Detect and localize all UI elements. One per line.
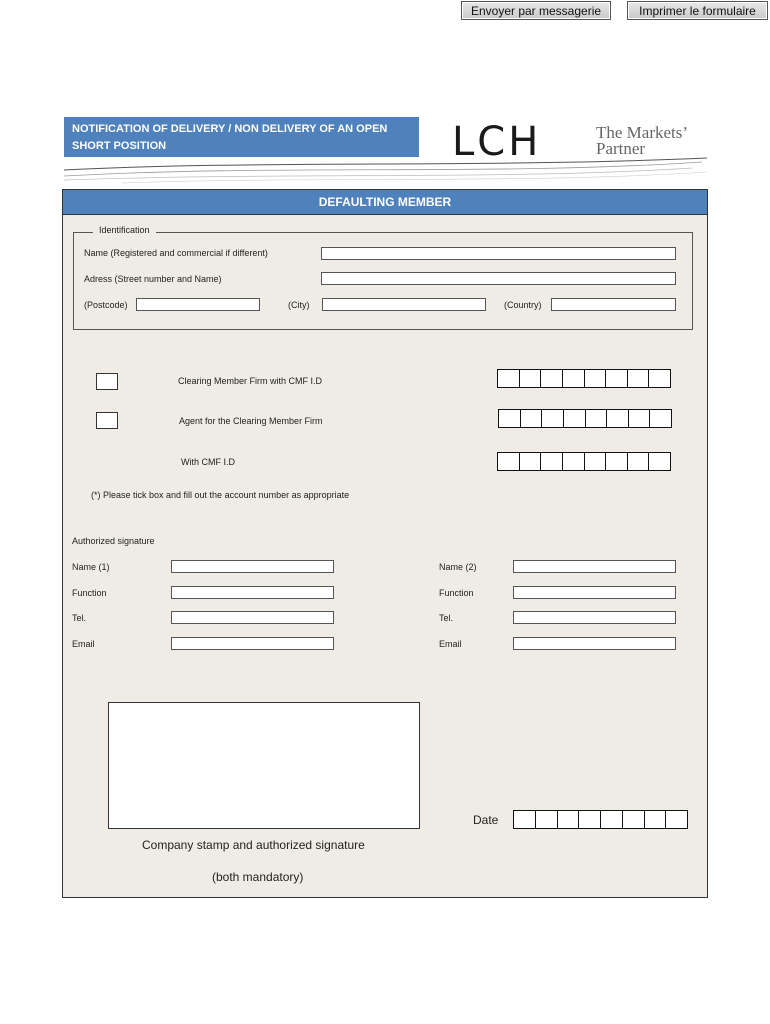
function1-field[interactable] bbox=[171, 586, 334, 599]
stamp-caption-line2: (both mandatory) bbox=[212, 870, 304, 884]
with-cmf-id-field[interactable] bbox=[497, 452, 671, 471]
stamp-caption-line1: Company stamp and authorized signature bbox=[142, 838, 365, 852]
name1-field[interactable] bbox=[171, 560, 334, 573]
date-label: Date bbox=[473, 813, 499, 827]
section-heading: DEFAULTING MEMBER bbox=[63, 190, 707, 215]
name-field[interactable] bbox=[321, 247, 676, 260]
clearing-member-checkbox[interactable] bbox=[96, 373, 118, 390]
agent-account-field[interactable] bbox=[498, 409, 672, 428]
address-field[interactable] bbox=[321, 272, 676, 285]
tel1-field[interactable] bbox=[171, 611, 334, 624]
email1-field[interactable] bbox=[171, 637, 334, 650]
agent-label: Agent for the Clearing Member Firm bbox=[179, 416, 323, 426]
company-stamp-box[interactable] bbox=[108, 702, 420, 829]
name1-label: Name (1) bbox=[72, 562, 110, 572]
email2-field[interactable] bbox=[513, 637, 676, 650]
agent-checkbox[interactable] bbox=[96, 412, 118, 429]
send-by-email-button[interactable]: Envoyer par messagerie bbox=[461, 1, 611, 20]
tel1-label: Tel. bbox=[72, 613, 87, 623]
address-label: Adress (Street number and Name) bbox=[84, 274, 222, 284]
form-title-line2: SHORT POSITION bbox=[72, 140, 167, 152]
form-title-line1: NOTIFICATION OF DELIVERY / NON DELIVERY OF AN OPEN bbox=[72, 123, 388, 135]
postcode-label: (Postcode) bbox=[84, 300, 128, 310]
decorative-swoosh-lines bbox=[62, 150, 710, 186]
clearing-member-cmf-id-field[interactable] bbox=[497, 369, 671, 388]
tick-box-note: (*) Please tick box and fill out the account number as appropriate bbox=[91, 490, 350, 500]
name2-label: Name (2) bbox=[439, 562, 477, 572]
tel2-label: Tel. bbox=[439, 613, 454, 623]
date-field[interactable] bbox=[513, 810, 688, 829]
clearing-member-label: Clearing Member Firm with CMF I.D bbox=[178, 376, 323, 386]
city-field[interactable] bbox=[322, 298, 486, 311]
city-label: (City) bbox=[288, 300, 310, 310]
function1-label: Function bbox=[72, 588, 107, 598]
function2-label: Function bbox=[439, 588, 474, 598]
function2-field[interactable] bbox=[513, 586, 676, 599]
logo-tagline-line1: The Markets’ bbox=[596, 123, 689, 142]
country-label: (Country) bbox=[504, 300, 542, 310]
email2-label: Email bbox=[439, 639, 462, 649]
postcode-field[interactable] bbox=[136, 298, 260, 311]
country-field[interactable] bbox=[551, 298, 676, 311]
with-cmf-label: With CMF I.D bbox=[181, 457, 235, 467]
logo-tagline-line2: Partner bbox=[596, 139, 646, 158]
email1-label: Email bbox=[72, 639, 95, 649]
tel2-field[interactable] bbox=[513, 611, 676, 624]
authorized-signature-heading: Authorized signature bbox=[72, 536, 155, 546]
name-label: Name (Registered and commercial if different) bbox=[84, 248, 268, 258]
identification-legend: Identification bbox=[93, 225, 156, 235]
defaulting-member-panel bbox=[62, 189, 708, 898]
lch-logo: LCH bbox=[452, 119, 542, 165]
name2-field[interactable] bbox=[513, 560, 676, 573]
print-form-button[interactable]: Imprimer le formulaire bbox=[627, 1, 768, 20]
